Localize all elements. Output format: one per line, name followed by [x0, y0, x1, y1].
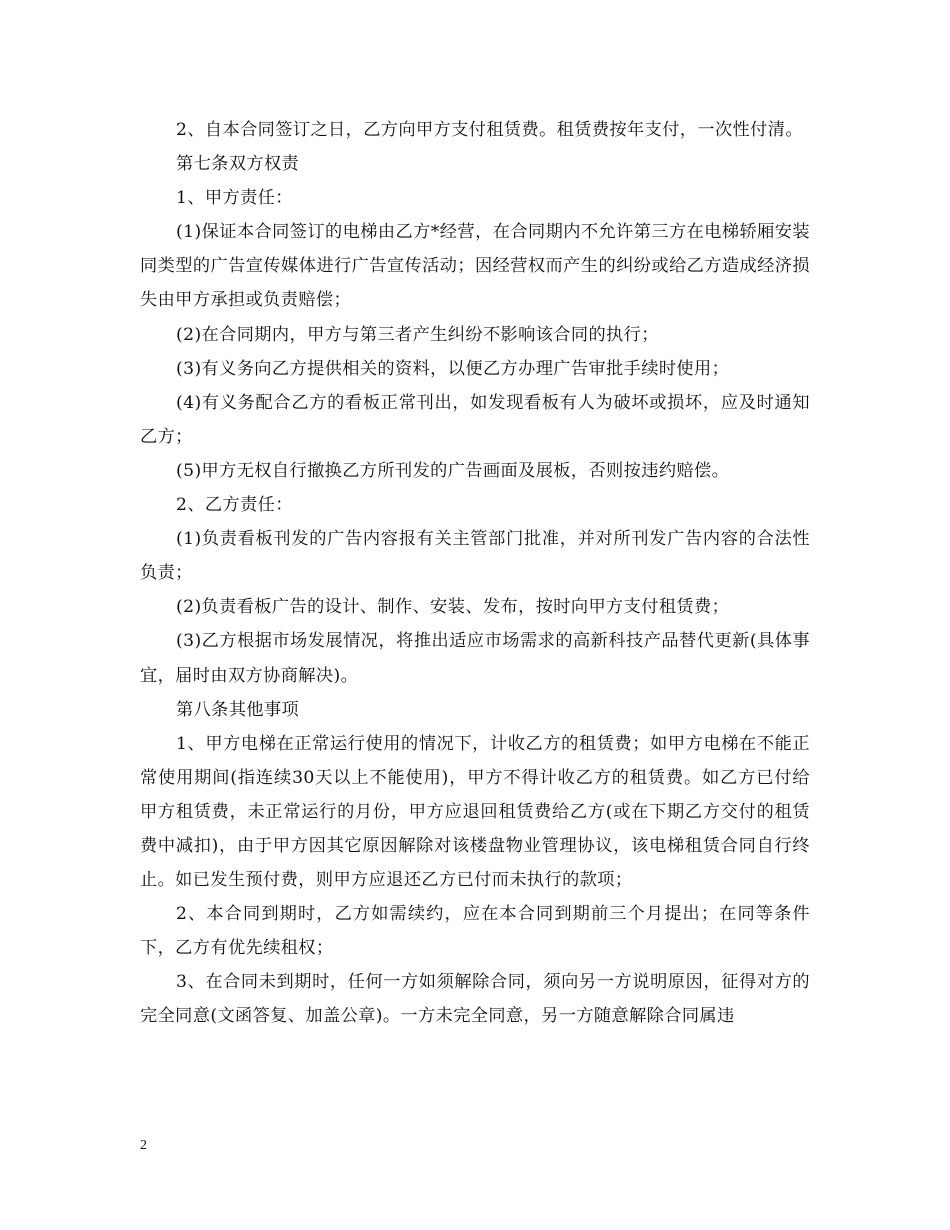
other-matters-2: 2、本合同到期时，乙方如需续约，应在本合同到期前三个月提出；在同等条件下，乙方有优先续租权；: [140, 904, 810, 959]
article-7-heading: 第七条双方权责: [176, 154, 300, 175]
party-a-duties-heading: 1、甲方责任：: [176, 188, 293, 209]
party-a-duty-4: (4)有义务配合乙方的看板正常刊出，如发现看板有人为破坏或损坏，应及时通知乙方；: [140, 392, 810, 447]
party-b-duties-heading: 2、乙方责任：: [176, 495, 293, 516]
party-a-duty-1: (1)保证本合同签订的电梯由乙方*经营，在合同期内不允许第三方在电梯轿厢安装同类型的广告宣传媒体进行广告宣传活动；因经营权而产生的纠纷或给乙方造成经济损失由甲方承担或负责赔偿；: [140, 222, 810, 311]
page-number: 2: [140, 1138, 147, 1153]
party-b-duty-3: (3)乙方根据市场发展情况，将推出适应市场需求的高新科技产品替代更新(具体事宜，届时由双方协商解决)。: [140, 631, 810, 686]
document-body: [140, 113, 810, 1034]
party-a-duty-5: (5)甲方无权自行撤换乙方所刊发的广告画面及展板，否则按违约赔偿。: [176, 460, 730, 481]
other-matters-3: 3、在合同未到期时，任何一方如须解除合同，须向另一方说明原因，征得对方的完全同意(文函答复、加盖公章)。一方未完全同意，另一方随意解除合同属违: [140, 972, 810, 1027]
paragraph-payment-clause: 2、自本合同签订之日，乙方向甲方支付租赁费。租赁费按年支付，一次性付清。: [176, 120, 803, 140]
article-8-heading: 第八条其他事项: [176, 699, 300, 720]
party-b-duty-1: (1)负责看板刊发的广告内容报有关主管部门批准，并对所刊发广告内容的合法性负责；: [140, 529, 810, 584]
party-a-duty-3: (3)有义务向乙方提供相关的资料，以便乙方办理广告审批手续时使用；: [176, 358, 730, 379]
party-a-duty-2: (2)在合同期内，甲方与第三者产生纠纷不影响该合同的执行；: [176, 324, 659, 345]
other-matters-1: 1、甲方电梯在正常运行使用的情况下，计收乙方的租赁费；如甲方电梯在不能正常使用期间(指连续30天以上不能使用)，甲方不得计收乙方的租赁费。如乙方已付给甲方租赁费，未正常运行的月份，甲方应退回租赁费给乙方(或在下期乙方交付的租赁费中减扣)，由于甲方因其它原因解除对该楼盘物业管理协议，该电梯租赁合同自行终止。如已发生预付费，则甲方应退还乙方已付而未执行的款项；: [140, 733, 810, 891]
party-b-duty-2: (2)负责看板广告的设计、制作、安装、发布，按时向甲方支付租赁费；: [176, 597, 730, 618]
